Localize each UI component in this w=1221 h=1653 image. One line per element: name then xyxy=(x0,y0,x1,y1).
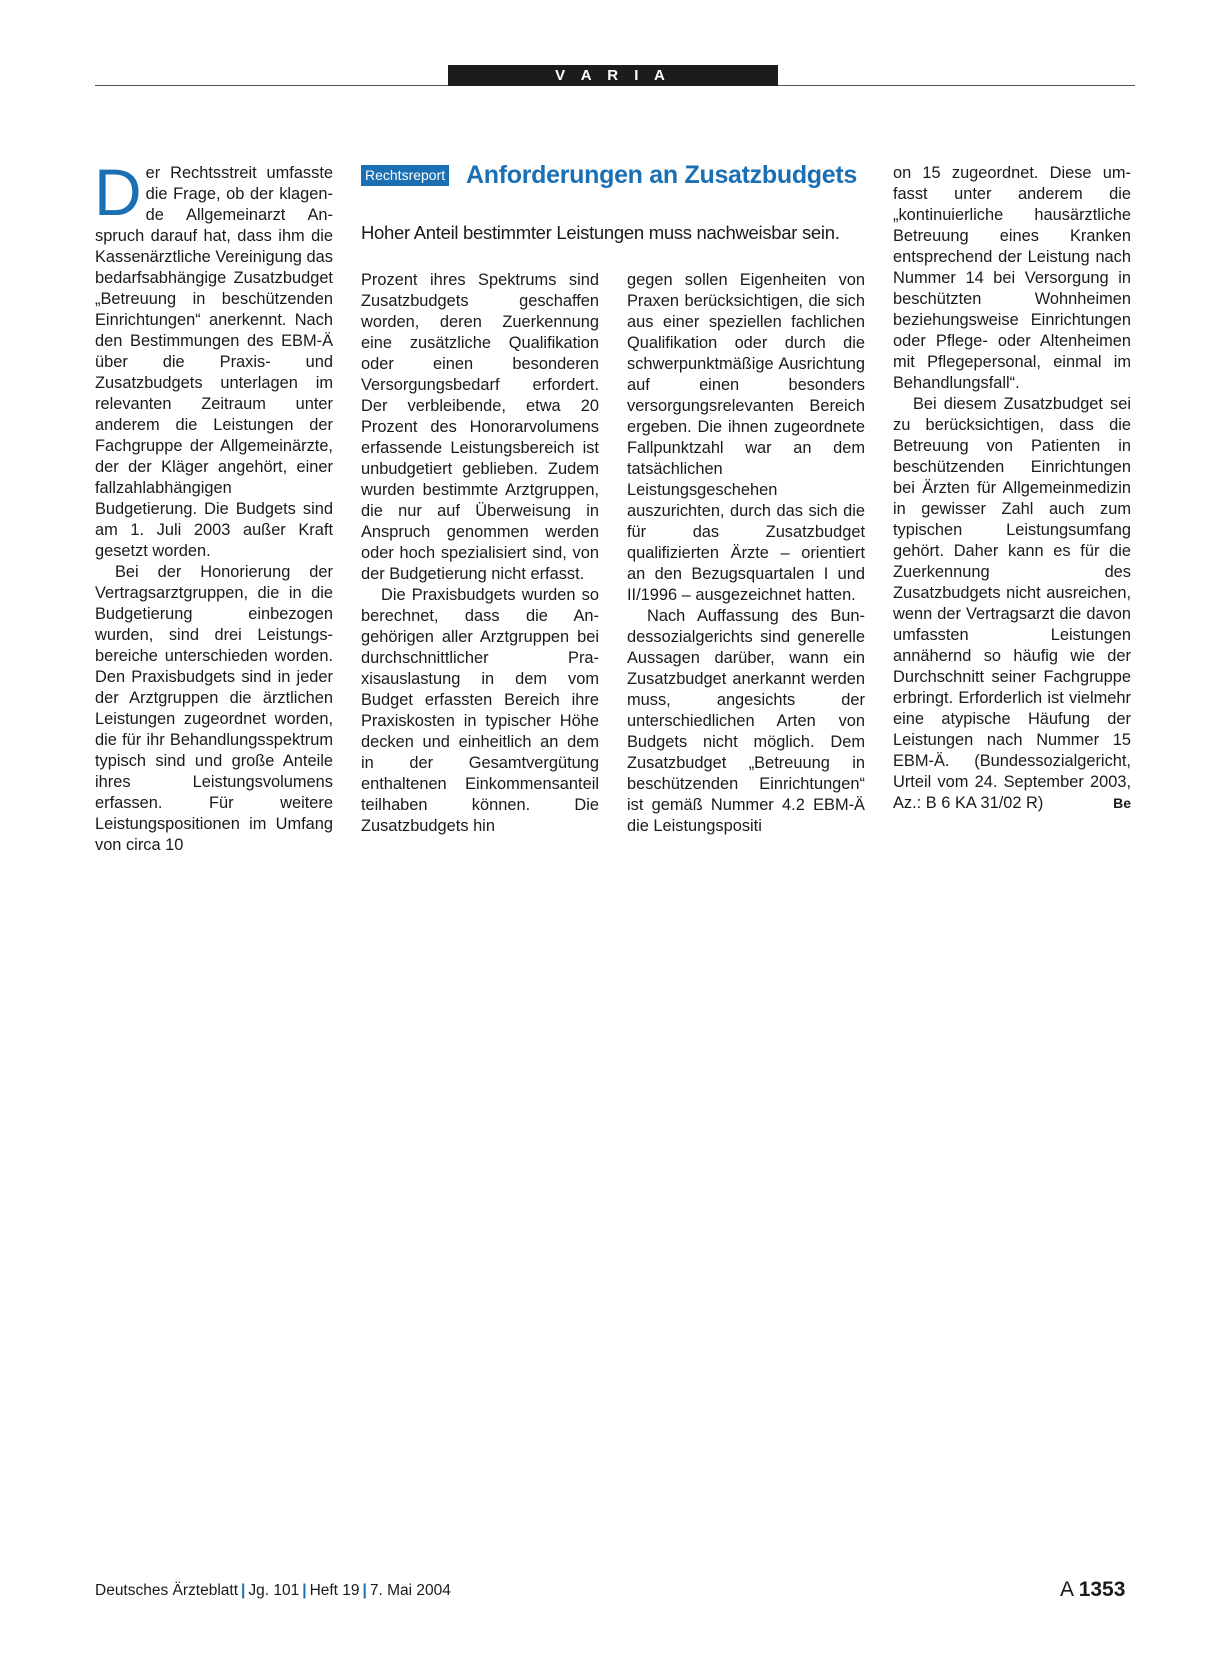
page-number xyxy=(1060,1578,1125,1602)
journal-issue: Heft 19 xyxy=(309,1582,360,1599)
footer-separator: | xyxy=(302,1582,307,1599)
article-paragraph: Bei der Honorierung der Vertragsarztgruppen, die in die Budgetierung einbezogen wurden, sind drei Leistungsbereiche unterschieden worden. Den Praxisbudgets sind in jeder der Arztgruppen die ärztlichen Leistungen zugeordnet worden, die für ihr Behandlungsspektrum typisch sind und große Anteile ihres Leistungsvolumens erfassen. Für weitere Leistungspositionen im Umfang von circa 10 xyxy=(95,563,333,854)
footer-separator: | xyxy=(241,1582,246,1599)
article-column-4 xyxy=(893,163,1131,814)
journal-name: Deutsches Ärzteblatt xyxy=(95,1582,239,1599)
dropcap: D xyxy=(94,155,142,229)
article-column-3 xyxy=(627,270,865,837)
footer-citation xyxy=(95,1581,451,1601)
article-paragraph xyxy=(893,394,1131,814)
article-paragraph: Prozent ihres Spektrums sind Zusatzbudgets geschaffen worden, deren Zuerkennung eine zusätzliche Qualifikation oder einen besonderen Versorgungsbedarf erfordert. Der verbleibende, etwa 20 Prozent des Honorarvolumens erfassende Leistungsbereich ist unbudgetiert geblieben. Zudem wurden bestimmte Arztgruppen, die nur auf Überweisung in Anspruch genommen werden oder hoch spezialisiert sind, von der Budgetierung nicht erfasst. xyxy=(361,271,599,583)
article-headline: Anforderungen an Zusatzbudgets xyxy=(466,161,858,189)
paragraph-text: er Rechtsstreit umfasste die Frage, ob der klagende Allgemeinarzt Anspruch darauf hat, dass ihm die Kassenärztliche Vereinigung das bedarfsabhängige Zusatzbudget „Betreuung in beschützenden Einrichtungen“ anerkennt. Nach den Bestimmungen des EBM-Ä über die Praxis- und Zusatzbudgets unterlagen im relevanten Zeitraum unter anderem die Leistungen der Fachgruppe der Allgemeinärzte, der der Kläger angehört, einer fallzahlabhängigen Budgetierung. Die Budgets sind am 1. Juli 2003 außer Kraft gesetzt worden. xyxy=(95,164,333,560)
rubric-badge: Rechtsreport xyxy=(361,165,449,186)
article-subline: Hoher Anteil bestimmter Leistungen muss nachweisbar sein. xyxy=(361,222,840,243)
page-number-value: 1353 xyxy=(1078,1578,1126,1601)
footer-separator: | xyxy=(362,1582,367,1599)
journal-volume: Jg. 101 xyxy=(248,1582,300,1599)
article-paragraph xyxy=(94,155,333,562)
author-initials: Be xyxy=(1113,795,1131,811)
article-paragraph: Nach Auffassung des Bundessozialgerichts sind generelle Aussagen darüber, wann ein Zusatzbudget anerkannt werden muss, angesichts der unterschiedlichen Arten von Budgets nicht möglich. Dem Zusatzbudget „Betreuung in beschützenden Einrichtungen“ ist gemäß Nummer 4.2 EBM-Ä die Leistungspositi xyxy=(627,607,865,835)
section-label: V A R I A xyxy=(448,65,778,86)
article-column-1 xyxy=(94,155,333,856)
journal-date: 7. Mai 2004 xyxy=(369,1582,451,1599)
article-paragraph: Die Praxisbudgets wurden so berechnet, dass die Angehörigen aller Arztgruppen bei durchschnittlicher Praxisauslastung in dem vom Budget erfassten Bereich ihre Praxiskosten in typischer Höhe decken und einheitlich an dem in der Gesamtvergütung enthaltenen Einkommensanteil teilhaben können. Die Zusatzbudgets hin xyxy=(361,586,599,835)
article-paragraph: on 15 zugeordnet. Diese umfasst unter anderem die „kontinuierliche hausärztliche Betreuung eines Kranken entsprechend der Leistung nach Nummer 14 bei Versorgung in beschützten Wohnheimen beziehungsweise Einrichtungen oder Pflege- oder Altenheimen mit Pflegepersonal, einmal im Behandlungsfall“. xyxy=(893,164,1131,392)
article-column-2 xyxy=(361,270,599,837)
page-prefix: A xyxy=(1060,1578,1073,1601)
paragraph-text: Bei diesem Zusatzbudget sei zu berücksichtigen, dass die Betreuung von Patienten in beschützenden Einrichtungen bei Ärzten für Allgemeinmedizin in gewisser Zahl auch zum typischen Leistungsumfang gehört. Daher kann es für die Zuerkennung des Zusatzbudgets nicht ausreichen, wenn der Vertragsarzt die davon umfassten Leistungen annähernd so häufig wie der Durchschnitt seiner Fachgruppe erbringt. Erforderlich ist vielmehr eine atypische Häufung der Leistungen nach Nummer 15 EBM-Ä. (Bundessozialgericht, Urteil vom 24. September 2003, Az.: B 6 KA 31/02 R) xyxy=(893,395,1131,812)
article-paragraph: gegen sollen Eigenheiten von Praxen berücksichtigen, die sich aus einer speziellen fachlichen Qualifikation oder durch die schwerpunktmäßige Ausrichtung auf einen besonders versorgungsrelevanten Bereich ergeben. Die ihnen zugeordnete Fallpunktzahl war an dem tatsächlichen Leistungsgeschehen auszurichten, durch das sich die für das Zusatzbudget qualifizierten Ärzte – orientiert an den Bezugsquartalen I und II/1996 – ausgezeichnet hatten. xyxy=(627,271,865,604)
